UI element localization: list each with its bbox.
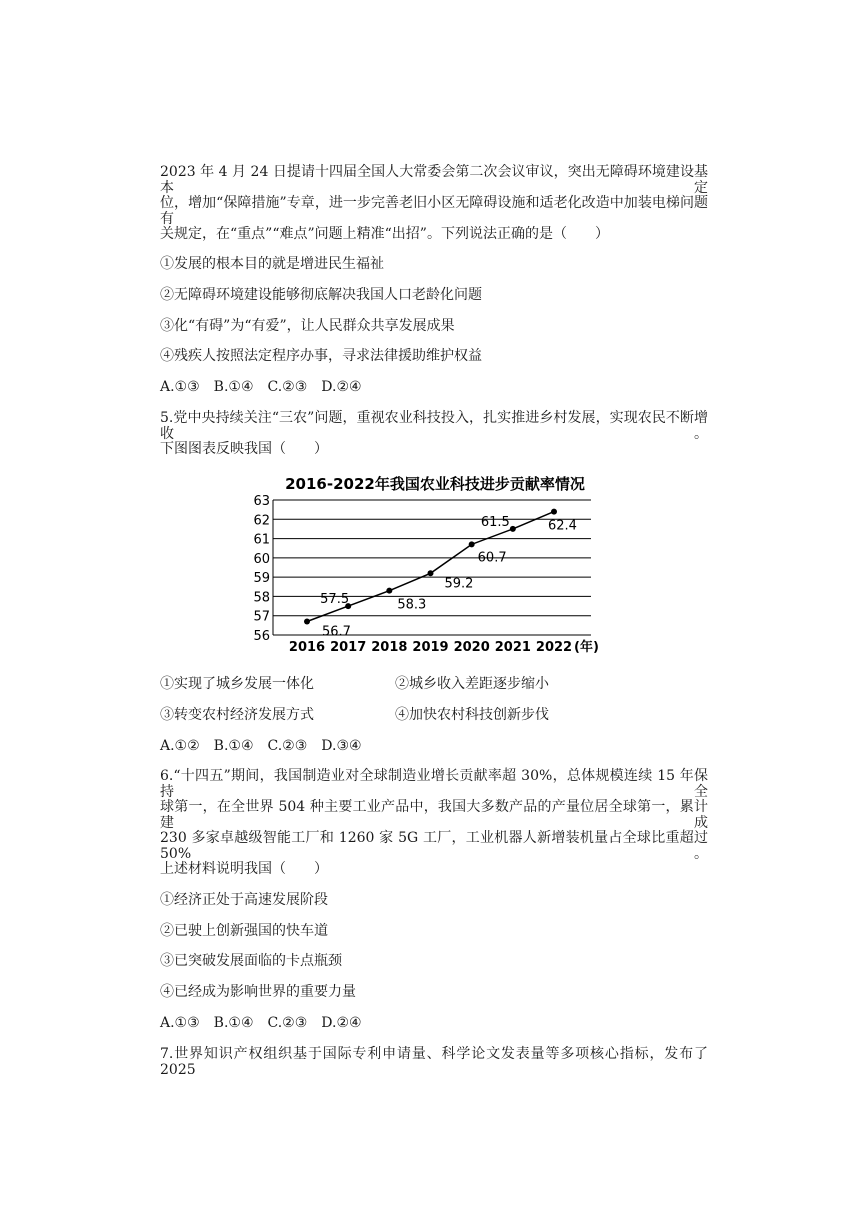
q6-choices: A.①③ B.①④ C.②③ D.②④ bbox=[160, 1015, 362, 1031]
data-point bbox=[428, 570, 434, 576]
y-tick-label: 63 bbox=[253, 494, 270, 509]
q4-option-2: ②无障碍环境建设能够彻底解决我国人口老龄化问题 bbox=[160, 287, 482, 303]
data-label: 60.7 bbox=[477, 550, 507, 566]
y-tick-label: 58 bbox=[253, 590, 270, 606]
q6-stem-line-3: 230 多家卓越级智能工厂和 1260 家 5G 工厂，工业机器人新增装机量占全球比重超过 50%。 bbox=[160, 830, 708, 862]
y-tick-label: 57 bbox=[253, 609, 270, 625]
q6-option-3: ③已突破发展面临的卡点瓶颈 bbox=[160, 953, 342, 969]
data-point bbox=[551, 509, 557, 515]
data-label: 58.3 bbox=[397, 597, 427, 613]
q6-option-2: ②已驶上创新强国的快车道 bbox=[160, 923, 328, 939]
line-chart bbox=[250, 470, 620, 660]
q4-option-4: ④残疾人按照法定程序办事，寻求法律援助维护权益 bbox=[160, 348, 482, 364]
y-tick-label: 56 bbox=[253, 629, 270, 644]
data-label: 61.5 bbox=[480, 514, 510, 530]
y-tick-label: 60 bbox=[253, 551, 270, 567]
x-tick-label: 2017 bbox=[330, 640, 367, 655]
x-tick-label: 2022 bbox=[535, 640, 573, 655]
y-tick-label: 62 bbox=[253, 513, 270, 529]
q5-option-1: ①实现了城乡发展一体化 bbox=[160, 676, 314, 692]
q5-option-3: ③转变农村经济发展方式 bbox=[160, 707, 314, 723]
q4-stem-line-1: 2023 年 4 月 24 日提请十四届全国人大常委会第二次会议审议，突出无障碍环境建设基本定 bbox=[160, 164, 708, 196]
data-point bbox=[510, 526, 516, 532]
q4-option-3: ③化“有碍”为“有爱”，让人民群众共享发展成果 bbox=[160, 318, 455, 334]
q5-stem-line-1: 5.党中央持续关注“三农”问题，重视农业科技投入，扎实推进乡村发展，实现农民不断增收。 bbox=[160, 410, 708, 442]
q4-option-1: ①发展的根本目的就是增进民生福祉 bbox=[160, 256, 384, 272]
q6-stem-line-2: 球第一，在全世界 504 种主要工业产品中，我国大多数产品的产量位居全球第一，累计建成 bbox=[160, 799, 708, 831]
q7-stem-line-1: 7.世界知识产权组织基于国际专利申请量、科学论文发表量等多项核心指标，发布了 2025 bbox=[160, 1046, 708, 1078]
q5-stem-line-2: 下图图表反映我国（ ） bbox=[160, 441, 328, 457]
data-point bbox=[304, 619, 310, 625]
x-tick-label: 2019 bbox=[412, 640, 449, 655]
x-tick-label: 2016 bbox=[288, 640, 326, 655]
data-label: 62.4 bbox=[548, 518, 577, 534]
y-axis bbox=[253, 494, 273, 644]
series-line bbox=[304, 509, 557, 625]
q6-stem-line-1: 6.“十四五”期间，我国制造业对全球制造业增长贡献率超 30%，总体规模连续 15 年保持全 bbox=[160, 768, 708, 800]
q4-stem-line-3: 关规定，在“重点”“难点”问题上精准“出招”。下列说法正确的是（ ） bbox=[160, 226, 609, 242]
data-label: 56.7 bbox=[322, 624, 351, 640]
x-tick-label: 2018 bbox=[371, 640, 408, 655]
x-tick-label: 2020 bbox=[453, 640, 490, 655]
gridlines bbox=[273, 500, 591, 635]
x-axis-unit: (年) bbox=[574, 640, 599, 655]
data-point bbox=[386, 588, 392, 594]
x-tick-label: 2021 bbox=[494, 640, 531, 655]
q6-option-4: ④已经成为影响世界的重要力量 bbox=[160, 984, 356, 1000]
q6-stem-line-4: 上述材料说明我国（ ） bbox=[160, 861, 328, 877]
q6-option-1: ①经济正处于高速发展阶段 bbox=[160, 892, 328, 908]
q4-choices: A.①③ B.①④ C.②③ D.②④ bbox=[160, 379, 362, 395]
data-label: 59.2 bbox=[444, 576, 474, 592]
chart bbox=[250, 470, 620, 660]
y-tick-label: 61 bbox=[253, 532, 270, 548]
q4-stem-line-2: 位，增加“保障措施”专章，进一步完善老旧小区无障碍设施和适老化改造中加装电梯问题有 bbox=[160, 195, 708, 227]
chart-title: 2016-2022年我国农业科技进步贡献率情况 bbox=[285, 475, 585, 493]
data-point bbox=[469, 541, 475, 547]
q5-option-4: ④加快农村科技创新步伐 bbox=[395, 707, 549, 723]
q5-choices: A.①② B.①④ C.②③ D.③④ bbox=[160, 738, 362, 754]
data-label: 57.5 bbox=[320, 592, 350, 608]
y-tick-label: 59 bbox=[253, 571, 270, 587]
x-axis bbox=[289, 639, 599, 655]
q5-option-2: ②城乡收入差距逐步缩小 bbox=[395, 676, 549, 692]
